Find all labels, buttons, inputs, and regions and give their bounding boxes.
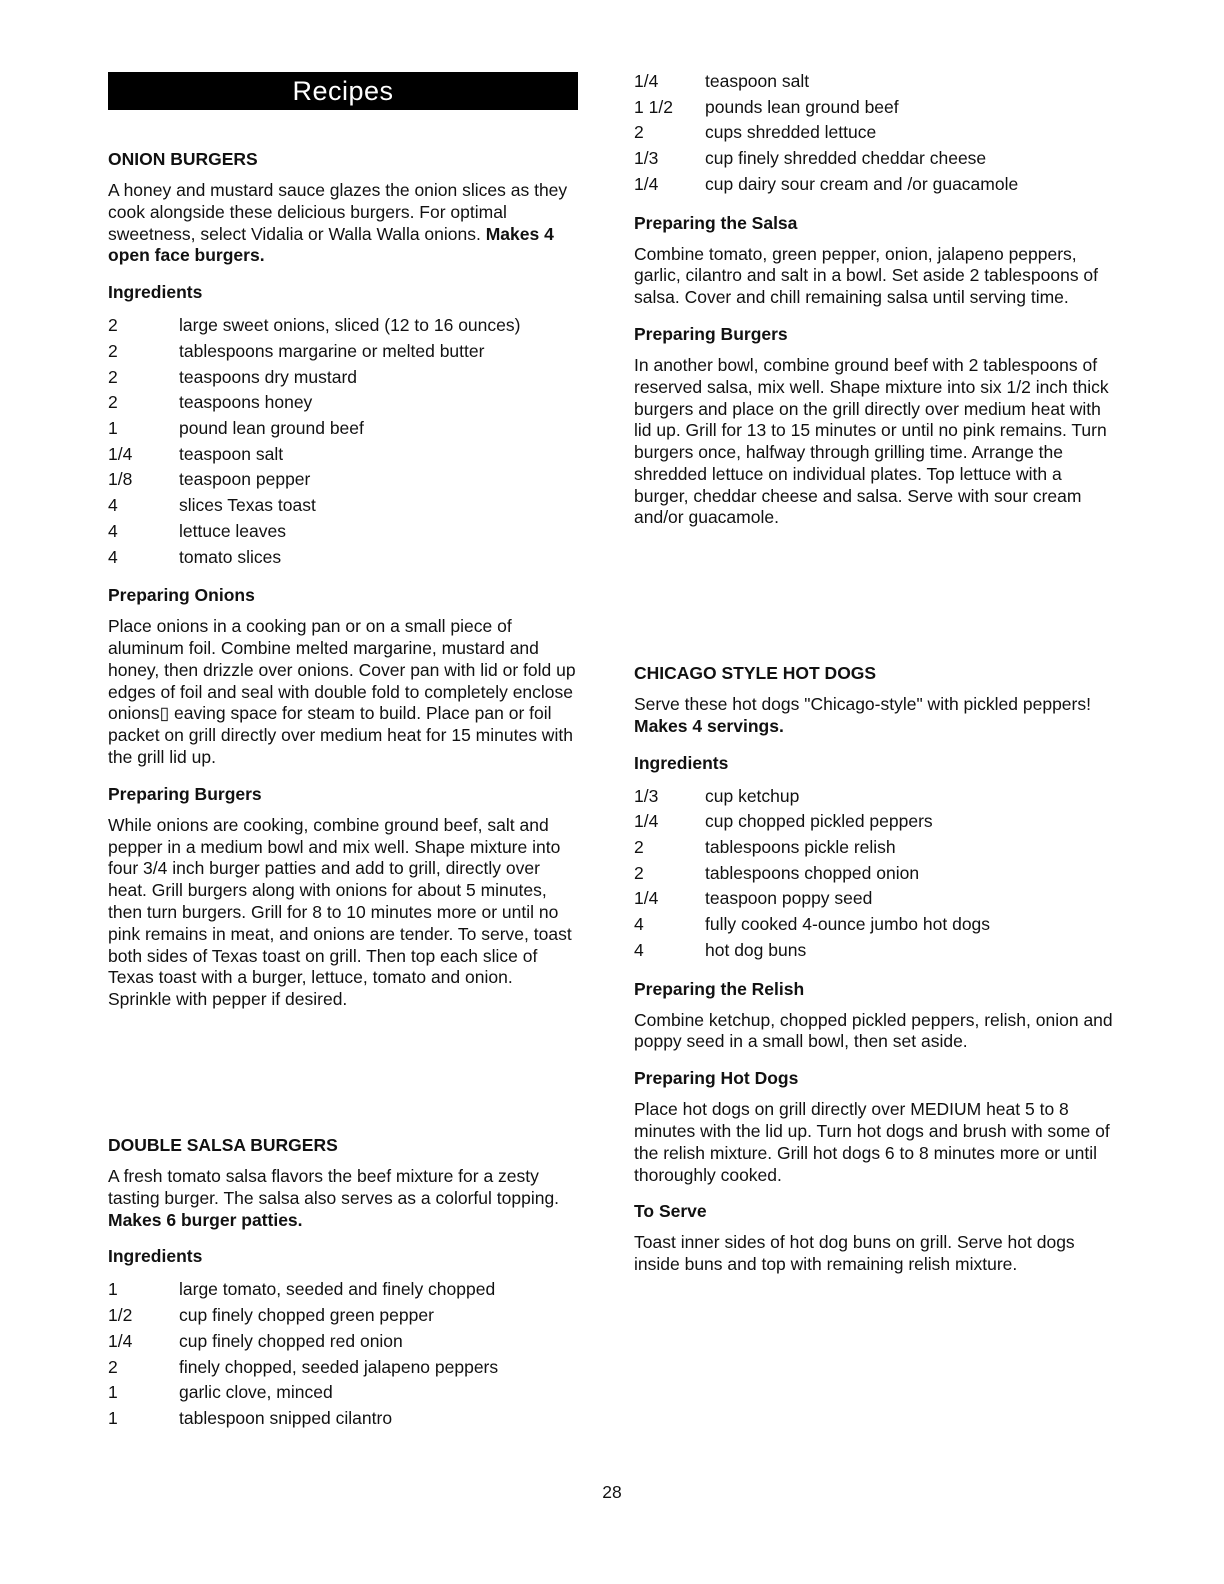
ingredient-quantity: 1/4 bbox=[108, 1330, 133, 1351]
ingredient-quantity: 2 bbox=[634, 122, 644, 143]
ingredient-quantity: 1/3 bbox=[634, 785, 659, 806]
to-serve-text: Toast inner sides of hot dog buns on grill. Serve hot dogs inside buns and top with remaining relish mixture. bbox=[634, 1232, 1075, 1275]
ingredient-description: cup dairy sour cream and /or guacamole bbox=[705, 173, 1019, 194]
ingredient-quantity: 1/4 bbox=[634, 173, 659, 194]
double-salsa-continued bbox=[634, 69, 1114, 543]
chicago-hot-dogs-title: CHICAGO STYLE HOT DOGS bbox=[634, 663, 877, 683]
onion-burgers-yield: Makes 4 open face burgers. bbox=[108, 223, 554, 266]
double-salsa-title: DOUBLE SALSA BURGERS bbox=[108, 1135, 338, 1155]
ingredient-item bbox=[108, 365, 580, 391]
ingredient-item bbox=[108, 339, 580, 365]
ingredient-quantity: 1/4 bbox=[634, 811, 659, 832]
ingredient-description: tablespoons margarine or melted butter bbox=[179, 340, 485, 361]
ingredient-quantity: 2 bbox=[108, 392, 118, 413]
ingredient-description: teaspoon poppy seed bbox=[705, 888, 873, 909]
preparing-onions-heading: Preparing Onions bbox=[108, 585, 255, 606]
salsa-ingredients-list bbox=[108, 1277, 580, 1431]
ingredient-item bbox=[634, 69, 1114, 95]
ingredient-description: teaspoons dry mustard bbox=[179, 366, 358, 387]
ingredient-item bbox=[108, 390, 580, 416]
ingredient-item bbox=[634, 146, 1114, 172]
ingredient-quantity: 1/4 bbox=[108, 443, 133, 464]
ingredient-quantity: 2 bbox=[108, 366, 118, 387]
double-salsa-yield: Makes 6 burger patties. bbox=[108, 1209, 303, 1230]
double-salsa-section bbox=[108, 1134, 580, 1446]
ingredient-quantity: 2 bbox=[108, 315, 118, 336]
ingredient-description: lettuce leaves bbox=[179, 520, 287, 541]
preparing-onion-burgers-text: While onions are cooking, combine ground beef, salt and pepper in a medium bowl and mix well. Shape mixture into four 3/4 inch burger patties and add to grill, directly over heat. Grill burgers along with onions for about 5 minutes, then turn burgers. Grill for 8 to 10 minutes more or until no pink remains in meat, and onions are tender. To serve, toast both sides of Texas toast on grill. Then top each slice of Texas toast with a burger, lettuce, tomato and onion. Sprinkle with pepper if desired. bbox=[108, 814, 572, 1010]
ingredient-description: slices Texas toast bbox=[179, 495, 316, 516]
onion-burgers-section bbox=[108, 148, 580, 1025]
ingredient-description: teaspoon salt bbox=[179, 443, 284, 464]
ingredient-item bbox=[108, 313, 580, 339]
salsa-ingredients-continued-list bbox=[634, 69, 1114, 198]
ingredient-quantity: 4 bbox=[108, 546, 118, 567]
ingredient-quantity: 1 bbox=[108, 1407, 118, 1428]
ingredient-item bbox=[108, 442, 580, 468]
preparing-salsa-burgers-text: In another bowl, combine ground beef with 2 tablespoons of reserved salsa, mix well. Shape mixture into six 1/2 inch thick burgers and place on the grill directly over medium heat with lid up. Grill for 13 to 15 minutes or until no pink remains. Turn burgers once, halfway through grilling time. Arrange the shredded lettuce on individual plates. Top lettuce with a burger, cheddar cheese and salsa. Serve with sour cream and/or guacamole. bbox=[634, 354, 1109, 528]
onion-burgers-title: ONION BURGERS bbox=[108, 149, 258, 169]
ingredient-description: cup ketchup bbox=[705, 785, 800, 806]
hotdog-ingredients-heading: Ingredients bbox=[634, 752, 729, 773]
ingredient-description: teaspoon pepper bbox=[179, 469, 311, 490]
ingredient-item bbox=[108, 416, 580, 442]
ingredient-item bbox=[108, 1406, 580, 1432]
ingredient-item bbox=[108, 519, 580, 545]
ingredient-description: large tomato, seeded and finely chopped bbox=[179, 1279, 496, 1300]
ingredient-item bbox=[634, 809, 1114, 835]
ingredient-item bbox=[108, 1329, 580, 1355]
preparing-salsa-heading: Preparing the Salsa bbox=[634, 212, 798, 233]
ingredient-item bbox=[108, 1277, 580, 1303]
ingredient-description: cup chopped pickled peppers bbox=[705, 811, 933, 832]
ingredient-item bbox=[634, 938, 1114, 964]
ingredient-item bbox=[634, 861, 1114, 887]
to-serve-heading: To Serve bbox=[634, 1201, 707, 1222]
preparing-hot-dogs-text: Place hot dogs on grill directly over MEDIUM heat 5 to 8 minutes with the lid up. Turn hot dogs and brush with some of the relish mixture. Grill hot dogs 6 to 8 minutes more or until thoroughly cooked. bbox=[634, 1099, 1110, 1185]
ingredient-description: garlic clove, minced bbox=[179, 1382, 333, 1403]
ingredient-description: tablespoons chopped onion bbox=[705, 862, 920, 883]
ingredient-description: teaspoons honey bbox=[179, 392, 313, 413]
ingredient-description: cup finely chopped red onion bbox=[179, 1330, 403, 1351]
onion-ingredients-heading: Ingredients bbox=[108, 282, 203, 303]
ingredient-item bbox=[108, 1355, 580, 1381]
ingredient-description: pounds lean ground beef bbox=[705, 96, 899, 117]
ingredient-description: pound lean ground beef bbox=[179, 418, 364, 438]
onion-burgers-intro: A honey and mustard sauce glazes the onion slices as they cook alongside these delicious burgers. For optimal sweetness, select Vidalia or Walla Walla onions. Makes 4 open face burgers. bbox=[108, 180, 568, 266]
ingredient-quantity: 1/2 bbox=[108, 1305, 133, 1326]
double-salsa-intro: A fresh tomato salsa flavors the beef mixture for a zesty tasting burger. The salsa also serves as a colorful topping. Makes 6 burger patties. bbox=[108, 1166, 560, 1230]
ingredient-description: large sweet onions, sliced (12 to 16 ounces) bbox=[179, 315, 521, 336]
ingredient-quantity: 4 bbox=[634, 914, 644, 935]
preparing-relish-text: Combine ketchup, chopped pickled peppers, relish, onion and poppy seed in a small bowl, then set aside. bbox=[634, 1009, 1113, 1052]
chicago-hot-dogs-section bbox=[634, 662, 1114, 1290]
ingredient-description: cups shredded lettuce bbox=[705, 122, 877, 143]
ingredient-description: hot dog buns bbox=[705, 939, 807, 960]
ingredient-item bbox=[634, 912, 1114, 938]
ingredient-item bbox=[108, 1380, 580, 1406]
ingredient-quantity: 1 bbox=[108, 1279, 118, 1300]
salsa-ingredients-heading: Ingredients bbox=[108, 1246, 203, 1267]
ingredient-quantity: 2 bbox=[634, 862, 644, 883]
chicago-hot-dogs-yield: Makes 4 servings. bbox=[634, 715, 784, 736]
ingredient-item bbox=[634, 95, 1114, 121]
ingredient-quantity: 4 bbox=[108, 520, 118, 541]
ingredient-item bbox=[108, 545, 580, 571]
recipes-banner: Recipes bbox=[108, 72, 578, 110]
ingredient-quantity: 1/4 bbox=[634, 71, 659, 91]
ingredient-quantity: 4 bbox=[108, 495, 118, 516]
ingredient-quantity: 1/4 bbox=[634, 888, 659, 909]
preparing-relish-heading: Preparing the Relish bbox=[634, 978, 805, 999]
ingredient-item bbox=[108, 493, 580, 519]
ingredient-description: fully cooked 4-ounce jumbo hot dogs bbox=[705, 914, 991, 935]
ingredient-item bbox=[634, 120, 1114, 146]
ingredient-quantity: 1 bbox=[108, 1382, 118, 1403]
ingredient-description: tablespoon snipped cilantro bbox=[179, 1407, 393, 1428]
ingredient-description: finely chopped, seeded jalapeno peppers bbox=[179, 1356, 499, 1377]
ingredient-description: tablespoons pickle relish bbox=[705, 837, 896, 857]
hotdog-ingredients-list bbox=[634, 784, 1114, 964]
ingredient-description: teaspoon salt bbox=[705, 71, 810, 91]
ingredient-item bbox=[108, 1303, 580, 1329]
onion-ingredients-list bbox=[108, 313, 580, 570]
ingredient-quantity: 2 bbox=[108, 1356, 118, 1377]
ingredient-description: cup finely chopped green pepper bbox=[179, 1305, 434, 1326]
ingredient-quantity: 1/3 bbox=[634, 148, 659, 169]
preparing-hot-dogs-heading: Preparing Hot Dogs bbox=[634, 1068, 799, 1089]
preparing-salsa-text: Combine tomato, green pepper, onion, jalapeno peppers, garlic, cilantro and salt in a bowl. Set aside 2 tablespoons of salsa. Cover and chill remaining salsa until serving time. bbox=[634, 243, 1099, 308]
ingredient-quantity: 2 bbox=[108, 340, 118, 361]
ingredient-quantity: 1 bbox=[108, 418, 118, 438]
ingredient-item bbox=[108, 467, 580, 493]
ingredient-item bbox=[634, 886, 1114, 912]
ingredient-quantity: 4 bbox=[634, 939, 644, 960]
ingredient-description: cup finely shredded cheddar cheese bbox=[705, 148, 987, 169]
ingredient-item bbox=[634, 172, 1114, 198]
page-number: 28 bbox=[602, 1482, 622, 1502]
ingredient-quantity: 1 1/2 bbox=[634, 96, 673, 117]
ingredient-description: tomato slices bbox=[179, 546, 282, 567]
ingredient-item bbox=[634, 784, 1114, 810]
ingredient-quantity: 2 bbox=[634, 837, 644, 857]
preparing-onion-burgers-heading: Preparing Burgers bbox=[108, 783, 262, 804]
ingredient-item bbox=[634, 835, 1114, 861]
chicago-hot-dogs-intro: Serve these hot dogs "Chicago-style" with pickled peppers! Makes 4 servings. bbox=[634, 694, 1091, 736]
preparing-salsa-burgers-heading: Preparing Burgers bbox=[634, 323, 788, 344]
preparing-onions-text: Place onions in a cooking pan or on a small piece of aluminum foil. Combine melted margarine, mustard and honey, then drizzle over onions. Cover pan with lid or fold up edges of foil and seal with double fold to completely enclose onions▯ eaving space for steam to build. Place pan or foil packet on grill directly over medium heat for 15 minutes with the grill lid up. bbox=[108, 616, 576, 767]
ingredient-quantity: 1/8 bbox=[108, 469, 133, 490]
